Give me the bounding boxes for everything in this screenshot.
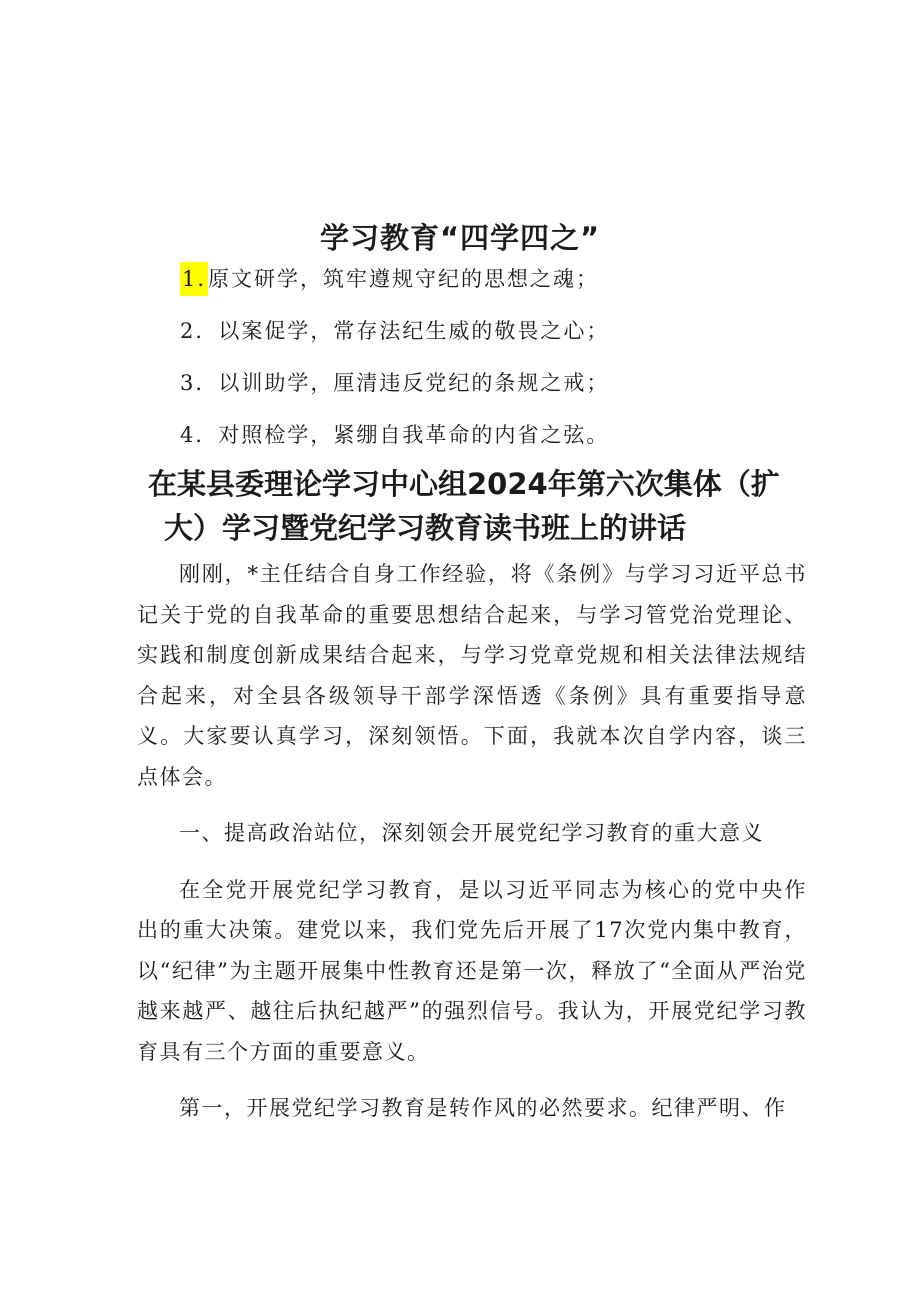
body-paragraph: 在全党开展党纪学习教育，是以习近平同志为核心的党中央作出的重大决策。建党以来，我们党先后开展了17次党内集中教育，以“纪律”为主题开展集中性教育还是第一次，释放了“全面从严治党越来越严、越往后执纪越严”的强烈信号。我认为，开展党纪学习教育具有三个方面的重要意义。 [137,877,807,1064]
body-paragraph: 刚刚，*主任结合自身工作经验，将《条例》与学习习近平总书记关于党的自我革命的重要思想结合起来，与学习管党治党理论、实践和制度创新成果结合起来，与学习党章党规和相关法律法规结合起来，对全县各级领导干部学深悟透《条例》具有重要指导意义。大家要认真学习，深刻领悟。下面，我就本次自学内容，谈三点体会。 [137,562,807,789]
speech-title-line2: 大）学习暨党纪学习教育读书班上的讲话 [164,511,687,545]
list-number: 4． [180,423,219,447]
section-heading: 一、提高政治站位，深刻领会开展党纪学习教育的重大意义 [179,821,764,845]
speech-title-line1: 在某县委理论学习中心组2024年第六次集体（扩 [148,467,780,501]
list-item [180,418,820,452]
list-item [180,314,820,348]
list-item [180,366,820,400]
numbered-list [180,262,820,470]
list-number: 2． [180,319,219,343]
list-text: 以训助学，厘清违反党纪的条规之戒； [218,371,610,395]
list-text: 原文研学，筑牢遵规守纪的思想之魂； [208,267,600,291]
list-text: 以案促学，常存法纪生威的敬畏之心； [218,319,610,343]
list-number: 3． [180,371,219,395]
speech-title [140,462,800,550]
body-paragraph: 第一，开展党纪学习教育是转作风的必然要求。纪律严明、作 [179,1096,787,1120]
document-title: 学习教育“四学四之” [319,221,601,255]
document-body [137,554,807,1129]
list-number-highlighted: 1. [180,262,208,296]
list-text: 对照检学，紧绷自我革命的内省之弦。 [218,423,610,447]
list-item [180,262,820,296]
